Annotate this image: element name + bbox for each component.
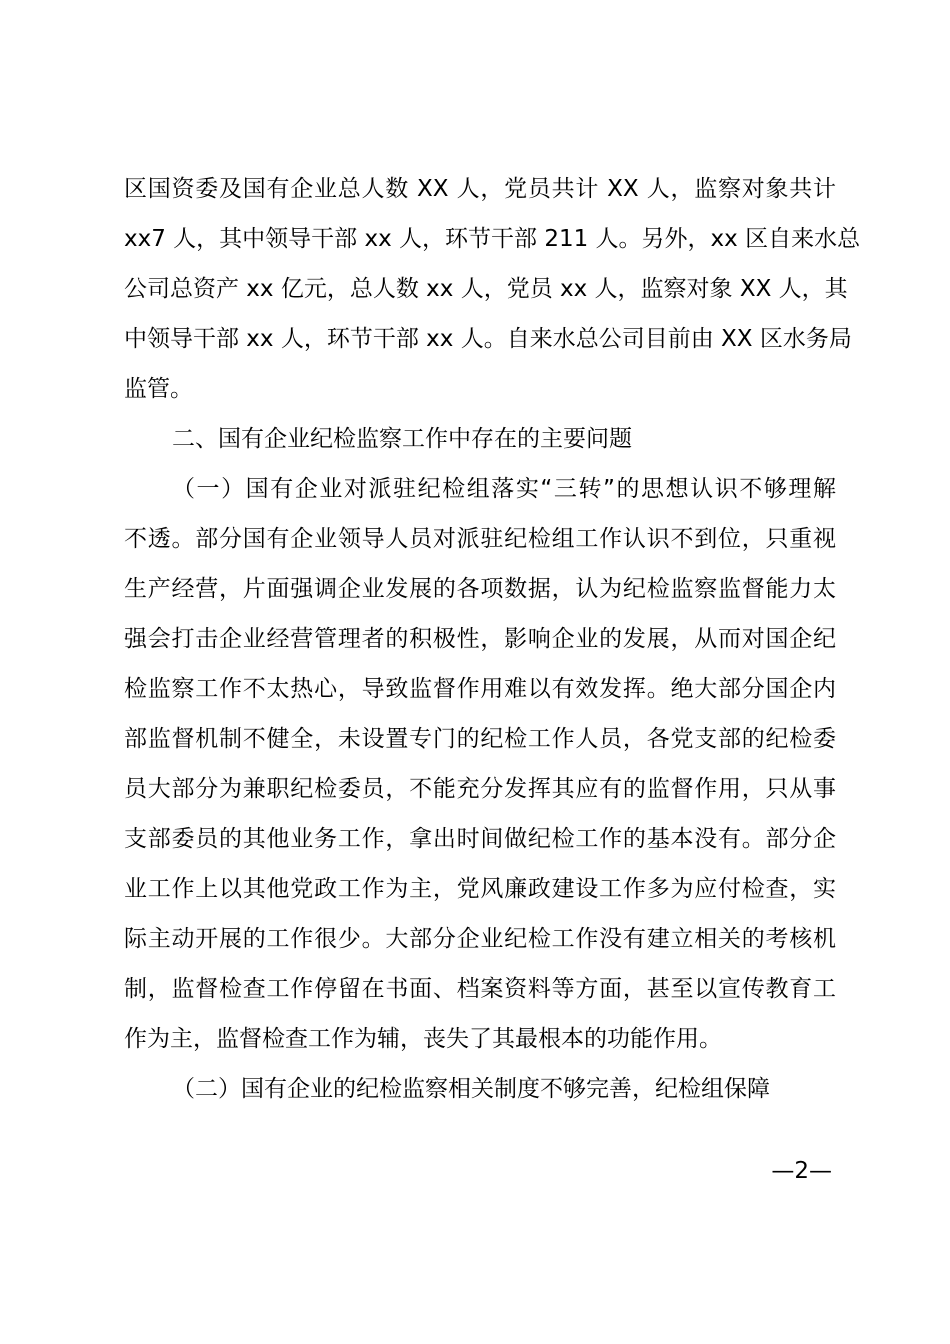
paragraph-line: xx7 人，其中领导干部 xx 人，环节干部 211 人。另外，xx 区自来水总 xyxy=(124,226,861,252)
paragraph-line: 强会打击企业经营管理者的积极性，影响企业的发展，从而对国企纪 xyxy=(124,626,836,652)
paragraph-line: 公司总资产 xx 亿元，总人数 xx 人，党员 xx 人，监察对象 XX 人，其 xyxy=(124,276,848,302)
page-number: —2— xyxy=(771,1158,832,1184)
paragraph-line: 部监督机制不健全，未设置专门的纪检工作人员，各党支部的纪检委 xyxy=(124,726,836,752)
section-heading: 二、国有企业纪检监察工作中存在的主要问题 xyxy=(172,426,632,452)
paragraph-line: 员大部分为兼职纪检委员，不能充分发挥其应有的监督作用，只从事 xyxy=(124,776,836,802)
paragraph-line: 际主动开展的工作很少。大部分企业纪检工作没有建立相关的考核机 xyxy=(124,926,836,952)
paragraph-line: 中领导干部 xx 人，环节干部 xx 人。自来水总公司目前由 XX 区水务局 xyxy=(124,326,852,352)
paragraph-line: 支部委员的其他业务工作，拿出时间做纪检工作的基本没有。部分企 xyxy=(124,826,836,852)
subsection-heading: （二）国有企业的纪检监察相关制度不够完善，纪检组保障 xyxy=(172,1076,770,1102)
paragraph-line: 作为主，监督检查工作为辅，丧失了其最根本的功能作用。 xyxy=(124,1026,722,1052)
paragraph-line: 检监察工作不太热心，导致监督作用难以有效发挥。绝大部分国企内 xyxy=(124,676,836,702)
subsection-heading: （一）国有企业对派驻纪检组落实“三转”的思想认识不够理解 xyxy=(172,476,836,502)
paragraph-line: 区国资委及国有企业总人数 XX 人，党员共计 XX 人，监察对象共计 xyxy=(124,176,836,202)
paragraph-line: 生产经营，片面强调企业发展的各项数据，认为纪检监察监督能力太 xyxy=(124,576,836,602)
paragraph-line: 监管。 xyxy=(124,376,193,402)
paragraph-line: 业工作上以其他党政工作为主，党风廉政建设工作多为应付检查，实 xyxy=(124,876,836,902)
paragraph-line: 不透。部分国有企业领导人员对派驻纪检组工作认识不到位，只重视 xyxy=(124,526,836,552)
paragraph-line: 制，监督检查工作停留在书面、档案资料等方面，甚至以宣传教育工 xyxy=(124,976,836,1002)
